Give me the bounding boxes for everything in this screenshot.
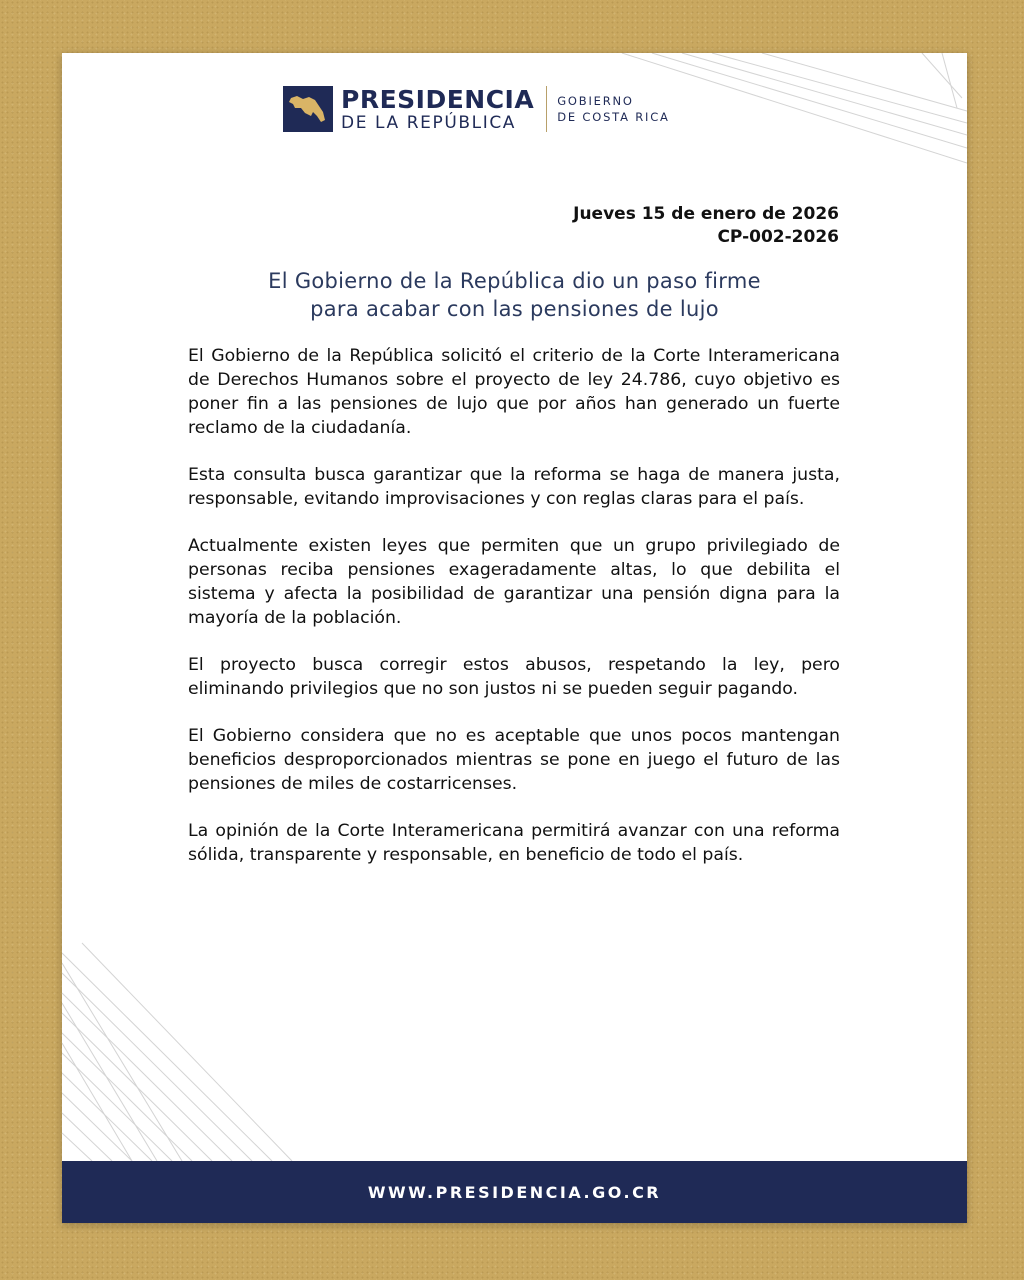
presidencia-logo [283,84,670,134]
headline-line-2: para acabar con las pensiones de lujo [310,297,719,321]
release-body [188,344,840,890]
paragraph: Esta consulta busca garantizar que la reforma se haga de manera justa, responsable, evitando improvisaciones y con reglas claras para el país. [188,465,840,509]
costa-rica-map-icon [283,86,333,132]
gov-line-1: GOBIERNO [557,93,634,108]
release-date: Jueves 15 de enero de 2026 [573,204,839,224]
footer-website-link[interactable]: WWW.PRESIDENCIA.GO.CR [367,1182,662,1202]
paragraph: La opinión de la Corte Interamericana permitirá avanzar con una reforma sólida, transparente y responsable, en beneficio de todo el país. [188,821,840,865]
release-code: CP-002-2026 [717,227,839,247]
government-label [557,93,670,125]
gov-line-2: DE COSTA RICA [557,110,670,124]
logo-title: PRESIDENCIA [341,84,535,114]
logo-divider [546,86,547,132]
paragraph: Actualmente existen leyes que permiten que un grupo privilegiado de personas reciba pensiones exageradamente altas, lo que debilita el sistema y afecta la posibilidad de garantizar una pensión digna para la mayoría de la población. [188,536,840,628]
release-meta [573,203,839,249]
press-release-sheet [62,53,967,1223]
logo-wordmark [341,84,535,133]
headline-line-1: El Gobierno de la República dio un paso firme [268,269,761,293]
release-headline [182,267,847,323]
paragraph: El Gobierno considera que no es aceptable que unos pocos mantengan beneficios desproporcionados mientras se pone en juego el futuro de las pensiones de miles de costarricenses. [188,726,840,794]
paragraph: El proyecto busca corregir estos abusos, respetando la ley, pero eliminando privilegios que no son justos ni se pueden seguir pagando. [188,655,840,699]
paragraph: El Gobierno de la República solicitó el criterio de la Corte Interamericana de Derechos Humanos sobre el proyecto de ley 24.786, cuyo objetivo es poner fin a las pensiones de lujo que por años han generado un fuerte reclamo de la ciudadanía. [188,346,840,438]
logo-subtitle: DE LA REPÚBLICA [341,112,517,133]
footer-bar [62,1161,967,1223]
